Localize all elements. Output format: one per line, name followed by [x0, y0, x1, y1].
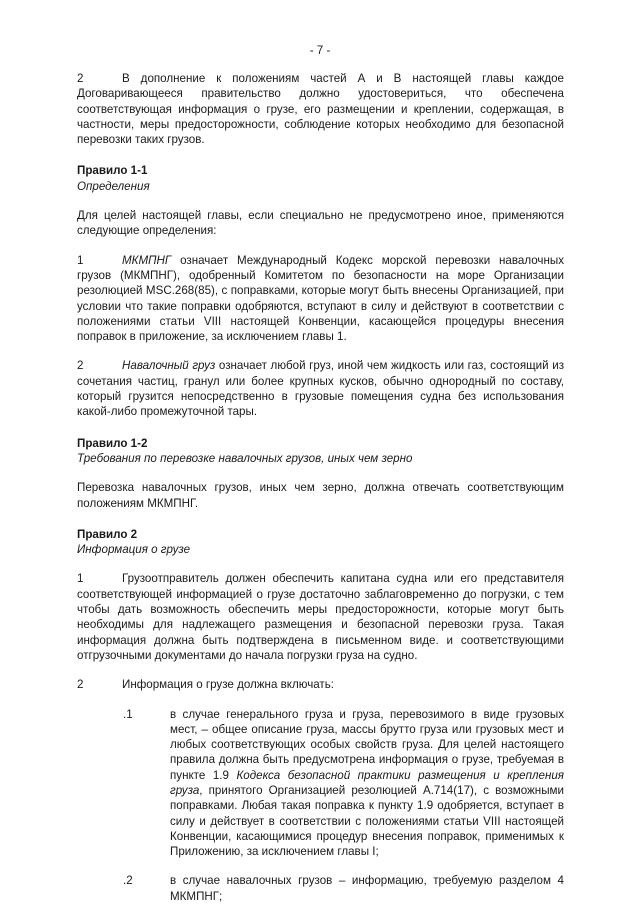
rule-1-2-subtitle: Требования по перевозке навалочных грузов, иных чем зерно	[77, 451, 413, 465]
intro-paragraph	[77, 71, 564, 147]
definition-paragraph-1	[77, 253, 564, 345]
paragraph-number: 1	[77, 253, 84, 267]
paragraph-text: Грузоотправитель должен обеспечить капитана судна или его представителя соответствующей информацией о грузе достаточно заблаговременно до погрузки, с тем чтобы дать возможность обеспечить меры предосторожности, которые могут быть необходимы для надлежащего размещения и безопасной перевозки груза. Такая информация должна быть подтверждена в письменном виде. и соответствующими отгрузочными документами до начала погрузки груза на судно.	[77, 572, 564, 662]
list-item-text: в случае навалочных грузов – информацию, требуемую разделом 4 МКМПНГ;	[170, 874, 564, 903]
list-item	[123, 873, 564, 904]
paragraph-number: 2	[77, 678, 84, 692]
paragraph-text: В дополнение к положениям частей А и В настоящей главы каждое Договаривающееся правительство должно удостовериться, что обеспечена соответствующая информация о грузе, его размещении и креплении, содержащая, в частности, меры предосторожности, соблюдение которых необходимо для безопасной перевозки таких грузов.	[77, 72, 564, 147]
rule-1-1-title: Правило 1-1	[77, 164, 148, 178]
paragraph-number: 1	[77, 572, 84, 586]
paragraph-text: означает Международный Кодекс морской перевозки навалочных грузов (МКМПНГ), одобренный Комитетом по безопасности на море Организации резолюцией MSC.268(85), с поправками, которые могут быть внесены Организацией, при условии что такие поправки одобряются, вступают в силу и действуют в соответствии с положениями статьи VIII настоящей Конвенции, касающейся процедуры внесения поправок в приложение, за исключением главы 1.	[77, 253, 564, 344]
rule-2-paragraph-2	[77, 677, 564, 692]
rule-1-2-text: Перевозка навалочных грузов, иных чем зерно, должна отвечать соответствующим положениям МКМПНГ.	[77, 481, 564, 510]
definition-paragraph-2	[77, 358, 564, 419]
page-number: - 7 -	[309, 44, 331, 57]
paragraph-text: означает любой груз, иной чем жидкость или газ, состоящий из сочетания частиц, гранул или более крупных кусков, обычно однородный по составу, который грузится непосредственно в грузовые помещения судна без использования какой-либо промежуточной тары.	[77, 359, 565, 419]
paragraph-number: 2	[77, 72, 84, 85]
rule-1-1-subtitle: Определения	[77, 179, 150, 193]
list-item-text: в случае генерального груза и груза, перевозимого в виде грузовых мест, – общее описание груза, массы брутто груза или грузовых мест и любых соответствующих особых свойств груза. Для целей настоящего правила должна быть предусмотрена информация о грузе, требуемая в пункте 1.9 Кодекса безопасной практики размещения и крепления груза, принятого Организацией резолюцией А.714(17), с возможными поправками. Любая такая поправка к пункту 1.9 одобряется, вступает в силу и действует в соответствии с положениями статьи VIII настоящей Конвенции, касающимися процедур внесения поправок, применимых к Приложению, за исключением главы I;	[170, 707, 564, 859]
code-title: Кодекса безопасной практики размещения и крепления груза	[170, 768, 564, 797]
document-body	[77, 71, 564, 904]
defined-term: МКМПНГ	[122, 253, 172, 267]
rule-2-subtitle: Информация о грузе	[77, 543, 191, 557]
rule-1-1-lead: Для целей настоящей главы, если специально не предусмотрено иное, применяются следующие определения:	[77, 209, 564, 238]
list-item	[123, 707, 564, 860]
rule-1-2-title: Правило 1-2	[77, 436, 148, 450]
paragraph-text: Информация о грузе должна включать:	[122, 678, 334, 692]
rule-2-paragraph-1	[77, 571, 564, 663]
list-item-number: .1	[123, 707, 133, 721]
defined-term: Навалочный груз	[122, 359, 216, 373]
list-item-number: .2	[123, 874, 133, 888]
paragraph-number: 2	[77, 359, 84, 373]
rule-2-title: Правило 2	[77, 527, 138, 541]
